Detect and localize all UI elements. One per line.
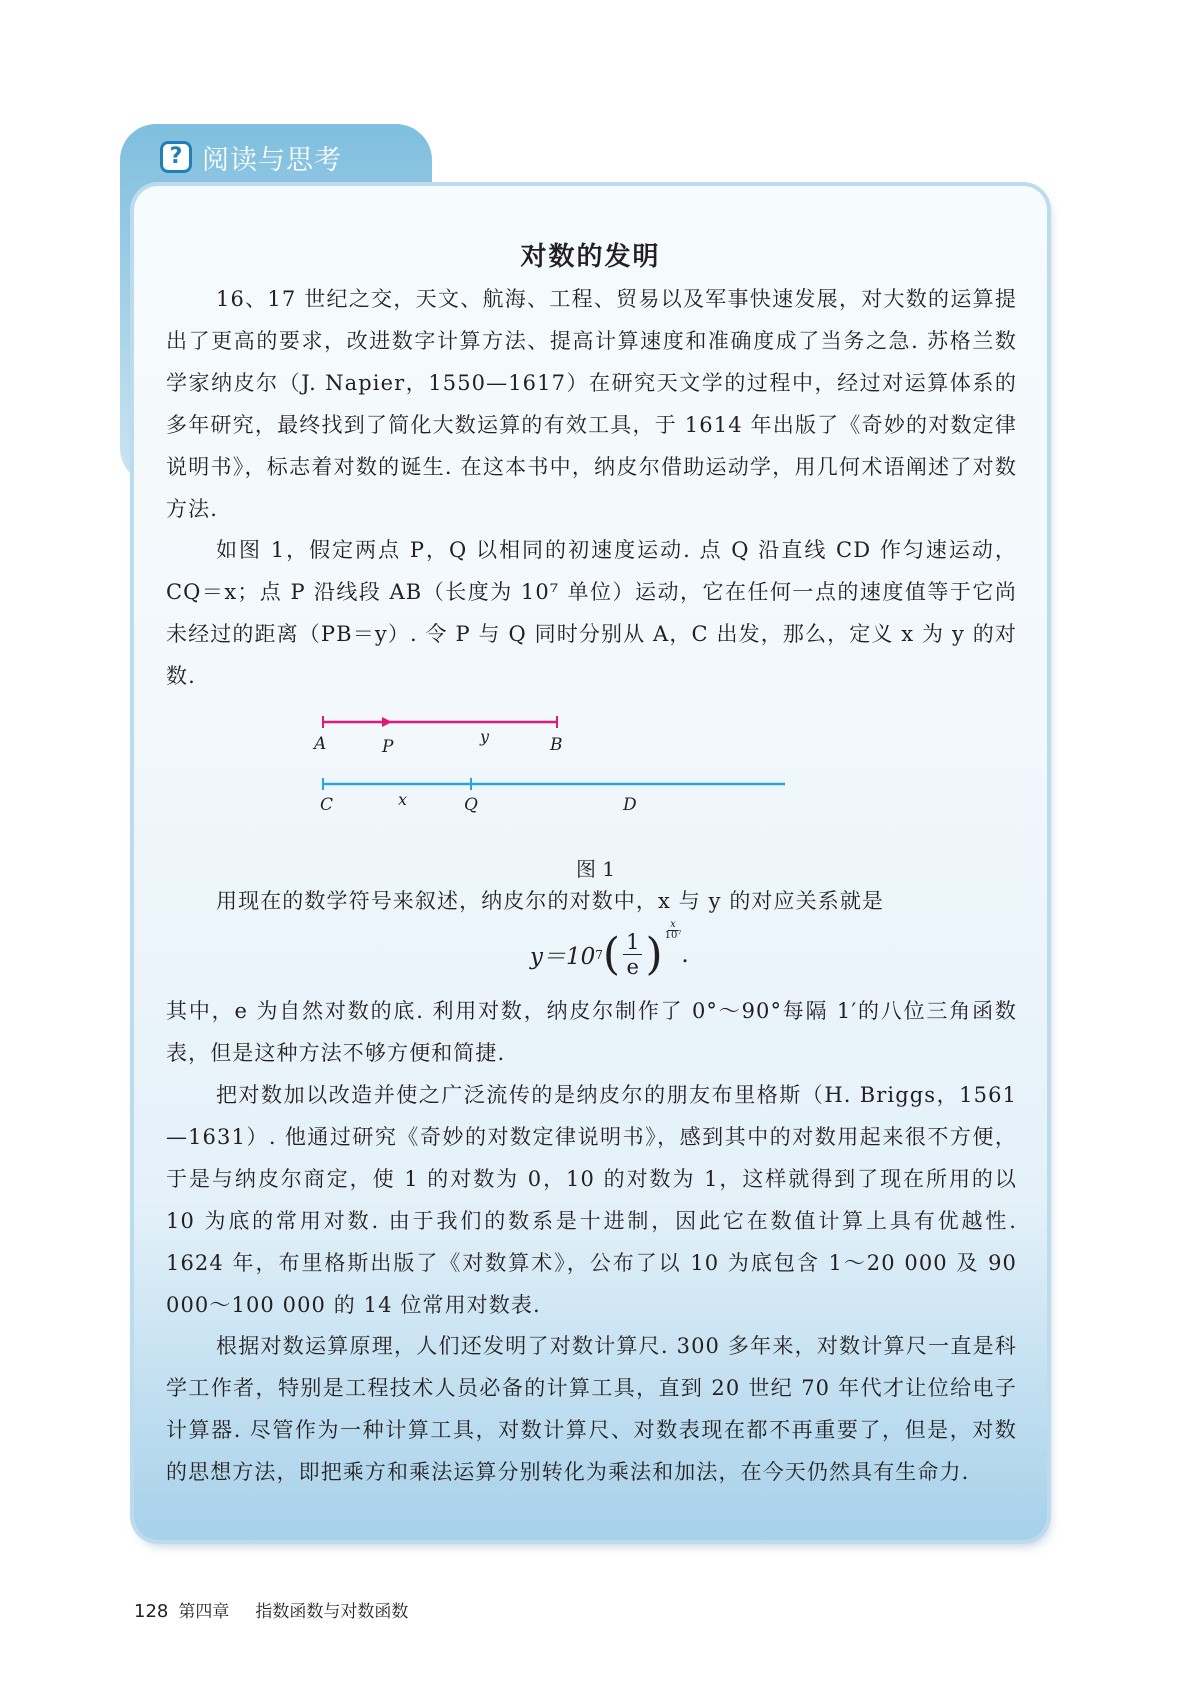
page-footer: [134, 1597, 408, 1622]
chapter-title: 指数函数与对数函数: [255, 1602, 409, 1622]
formula-fraction: [623, 930, 642, 979]
label-b: B: [550, 735, 563, 755]
paragraph-5: 把对数加以改造并使之广泛流传的是纳皮尔的朋友布里格斯（H. Briggs，1561—1631）. 他通过研究《奇妙的对数定律说明书》，感到其中的对数用起来很不方便，于是与纳皮尔商定，使 1 的对数为 0，10 的对数为 1，这样就得到了现在所用的以 10 为底的常用对数. 由于我们的数系是十进制，因此它在数值计算上具有优越性. 1624 年，布里格斯出版了《对数算术》，公布了以 10 为底包含 1～20 000 及 90 000～100 000 的 14 位常用对数表.: [166, 1083, 1017, 1317]
paragraph-4: 其中，e 为自然对数的底. 利用对数，纳皮尔制作了 0°～90°每隔 1′的八位三角函数表，但是这种方法不够方便和简捷.: [166, 999, 1017, 1065]
formula-lhs: y＝10: [530, 944, 596, 970]
formula-fraction-den: e: [626, 955, 639, 979]
formula-exp: 7: [595, 947, 603, 962]
label-p: P: [382, 737, 394, 757]
napier-formula: [530, 919, 689, 980]
paragraph-6: 根据对数运算原理，人们还发明了对数计算尺. 300 多年来，对数计算尺一直是科学工作者，特别是工程技术人员必备的计算工具，直到 20 世纪 70 年代才让位给电子计算器. 尽管作为一种计算工具，对数计算尺、对数表现在都不再重要了，但是，对数的思想方法，即把乘方和乘法运算分别转化为乘法和加法，在今天仍然具有生命力.: [166, 1334, 1017, 1484]
label-c: C: [320, 795, 334, 815]
chapter-label: 第四章: [178, 1602, 230, 1622]
label-x: x: [398, 790, 408, 809]
label-a: A: [314, 734, 327, 754]
paragraph-2: 如图 1，假定两点 P，Q 以相同的初速度运动. 点 Q 沿直线 CD 作匀速运动，CQ＝x；点 P 沿线段 AB（长度为 10⁷ 单位）运动，它在任何一点的速度值等于它尚未经过的距离（PB＝y）. 令 P 与 Q 同时分别从 A，C 出发，那么，定义 x 为 y 的对数.: [166, 538, 1017, 688]
section-tab-label: 阅读与思考: [202, 144, 342, 176]
article-title: 对数的发明: [520, 242, 661, 272]
figure-1-diagram: [314, 712, 790, 815]
page-number: 128: [134, 1601, 169, 1622]
formula-paren-left: (: [602, 928, 621, 980]
formula-exponent-num: x: [670, 919, 676, 930]
figure-caption: 图 1: [575, 857, 616, 881]
section-tab-title: [160, 132, 342, 182]
paragraph-3: 用现在的数学符号来叙述，纳皮尔的对数中，x 与 y 的对应关系就是: [216, 889, 885, 913]
arrow-p: [382, 717, 392, 727]
question-book-icon: [160, 141, 192, 173]
label-y: y: [480, 727, 490, 746]
formula-exponent-den: 10⁷: [664, 930, 682, 941]
formula-paren-right: ): [645, 928, 663, 980]
paragraph-1: 16、17 世纪之交，天文、航海、工程、贸易以及军事快速发展，对大数的运算提出了更高的要求，改进数字计算方法、提高计算速度和准确度成了当务之急. 苏格兰数学家纳皮尔（J. Napier，1550—1617）在研究天文学的过程中，经过对运算体系的多年研究，最终找到了简化大数运算的有效工具，于 1614 年出版了《奇妙的对数定律说明书》，标志着对数的诞生. 在这本书中，纳皮尔借助运动学，用几何术语阐述了对数方法.: [166, 287, 1017, 521]
label-q: Q: [464, 795, 478, 815]
formula-end: .: [681, 941, 689, 968]
formula-fraction-num: 1: [623, 930, 642, 955]
label-d: D: [623, 795, 637, 815]
formula-exponent: [665, 920, 682, 941]
